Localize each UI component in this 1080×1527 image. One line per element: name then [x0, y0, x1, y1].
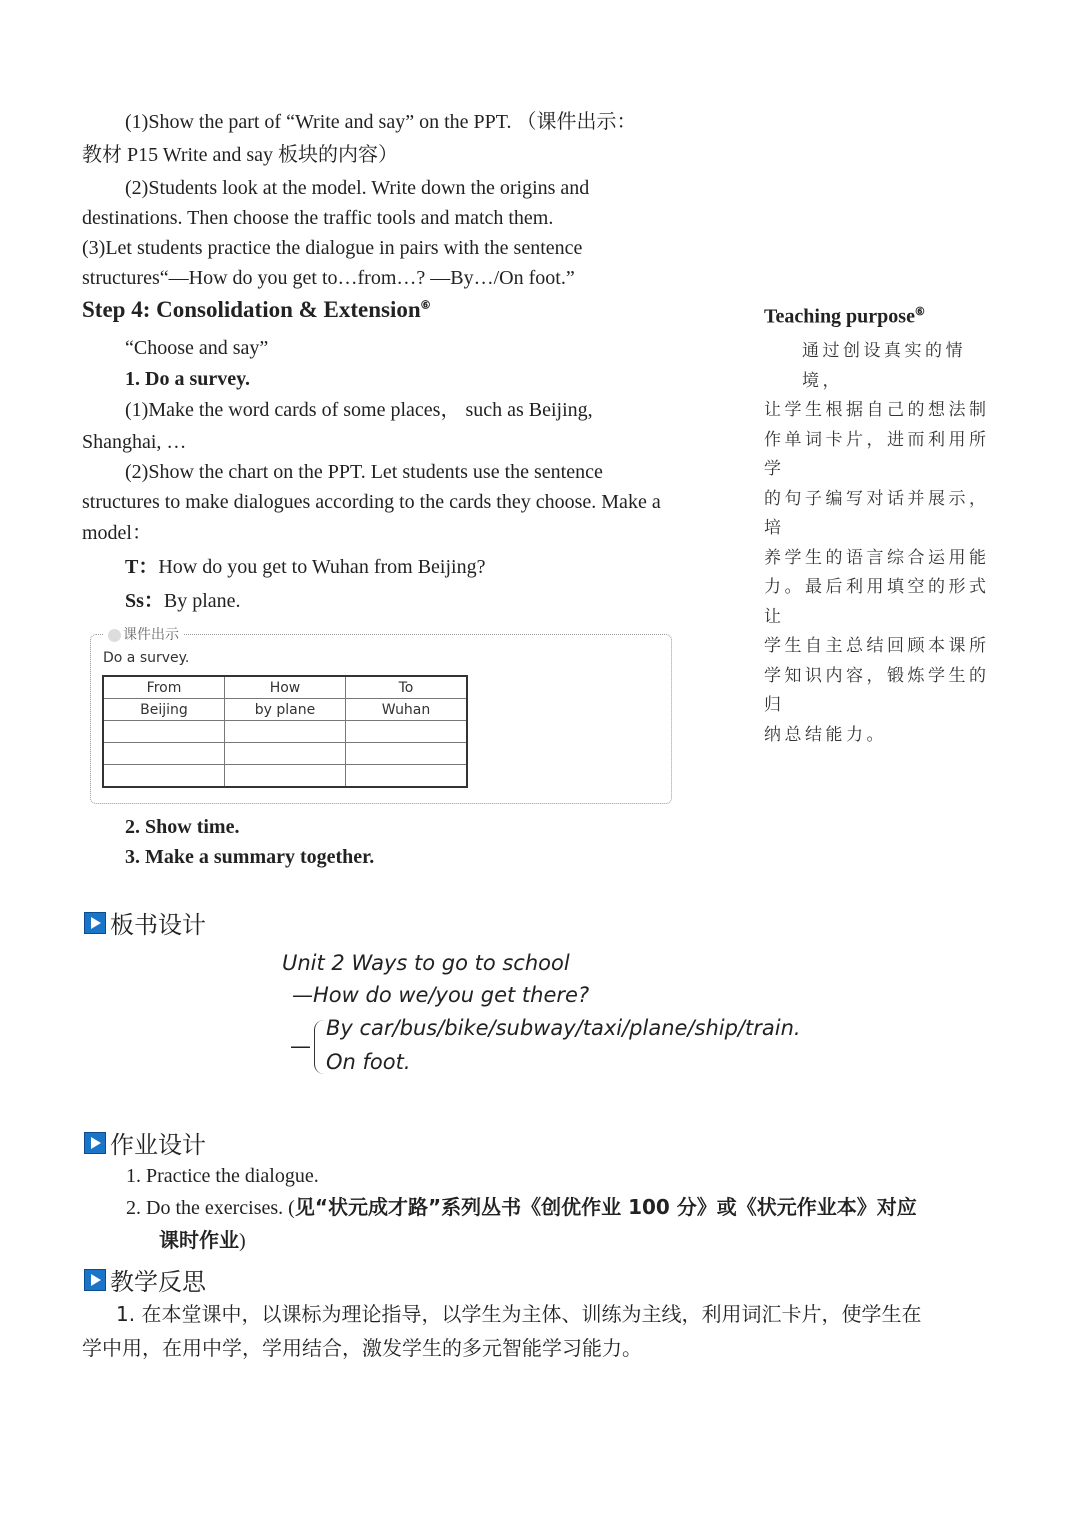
note-mark: ⑥ [420, 299, 431, 312]
courseware-caption: Do a survey. [103, 650, 190, 666]
homework-heading: 作业设计 [84, 1125, 206, 1160]
table-row [103, 699, 467, 721]
table-header: To [346, 676, 468, 699]
tag-dot-icon [108, 629, 121, 642]
table-header: From [103, 676, 225, 699]
procedure-line1: (1)Show the part of “Write and say” on the PPT. （课件出示： [125, 111, 637, 133]
note-mark: ⑥ [914, 306, 925, 318]
table-cell: by plane [225, 699, 346, 721]
step4-item3: 3. Make a summary together. [125, 846, 375, 868]
play-icon [84, 1269, 106, 1291]
homework-item1: 1. Practice the dialogue. [126, 1165, 319, 1187]
step4-sub2-cont2: model： [82, 522, 152, 544]
table-cell [225, 743, 346, 765]
step4-sub2: (2)Show the chart on the PPT. Let students use the sentence [125, 461, 603, 483]
board-design-heading: 板书设计 [84, 905, 206, 940]
board-answer1: By car/bus/bike/subway/taxi/plane/ship/train. [326, 1016, 801, 1040]
table-cell [225, 765, 346, 788]
procedure-line3-cont: structures“—How do you get to…from…? —By…/On foot.” [82, 267, 575, 289]
table-header: How [225, 676, 346, 699]
procedure-line2-cont: destinations. Then choose the traffic tools and match them. [82, 207, 554, 229]
step4-item2: 2. Show time. [125, 816, 240, 838]
play-icon [84, 1132, 106, 1154]
table-cell [103, 743, 225, 765]
table-row [103, 743, 467, 765]
step4-sub1-cont: Shanghai, … [82, 431, 187, 453]
choose-and-say: “Choose and say” [125, 337, 269, 359]
table-cell [346, 765, 468, 788]
reflection-heading: 教学反思 [84, 1262, 206, 1297]
table-row [103, 721, 467, 743]
table-cell: Beijing [103, 699, 225, 721]
courseware-tag: 课件出示 [104, 624, 183, 644]
reflection-line2: 学中用，在用中学，学用结合，激发学生的多元智能学习能力。 [82, 1336, 642, 1360]
teaching-purpose-text: 通过创设真实的情境， 让学生根据自己的想法制 作单词卡片，进而利用所学 的句子编写对话并展示，培 养学生的语言综合运用能 力。最后利用填空的形式让 学生自主总结回顾本课所 学知识内容，锻炼学生的归 纳总结能力。 [764, 341, 990, 744]
board-question: —How do we/you get there? [292, 983, 590, 1007]
homework-item2-cont: 课时作业) [159, 1228, 246, 1252]
step4-item1: 1. Do a survey. [125, 368, 250, 390]
board-answer2: On foot. [326, 1050, 411, 1074]
table-header-row [103, 676, 467, 699]
procedure-line1-cont: 教材 P15 Write and say 板块的内容） [82, 144, 399, 166]
table-cell [225, 721, 346, 743]
board-dash: — [290, 1034, 311, 1058]
play-icon [84, 912, 106, 934]
table-row [103, 765, 467, 788]
homework-item2: 2. Do the exercises. (见“状元成才路”系列丛书《创优作业 100 分》或《状元作业本》对应 [126, 1195, 917, 1219]
teaching-purpose-title: Teaching purpose⑥ [764, 305, 925, 328]
board-title: Unit 2 Ways to go to school [282, 951, 570, 975]
step4-sub2-cont: structures to make dialogues according to the cards they choose. Make a [82, 491, 661, 513]
table-cell: Wuhan [346, 699, 468, 721]
table-cell [346, 743, 468, 765]
table-cell [346, 721, 468, 743]
step4-title: Step 4: Consolidation & Extension⑥ [82, 297, 431, 322]
procedure-line3: (3)Let students practice the dialogue in pairs with the sentence [82, 237, 583, 259]
dialogue-students: Ss：By plane. [125, 590, 241, 612]
step4-sub1: (1)Make the word cards of some places， such as Beijing, [125, 399, 593, 421]
reflection-line1: 1. 在本堂课中，以课标为理论指导，以学生为主体、训练为主线，利用词汇卡片，使学生在 [116, 1302, 922, 1326]
dialogue-teacher: T：How do you get to Wuhan from Beijing? [125, 556, 486, 578]
table-cell [103, 721, 225, 743]
survey-table [102, 675, 468, 788]
table-cell [103, 765, 225, 788]
procedure-line2: (2)Students look at the model. Write down the origins and [125, 177, 590, 199]
